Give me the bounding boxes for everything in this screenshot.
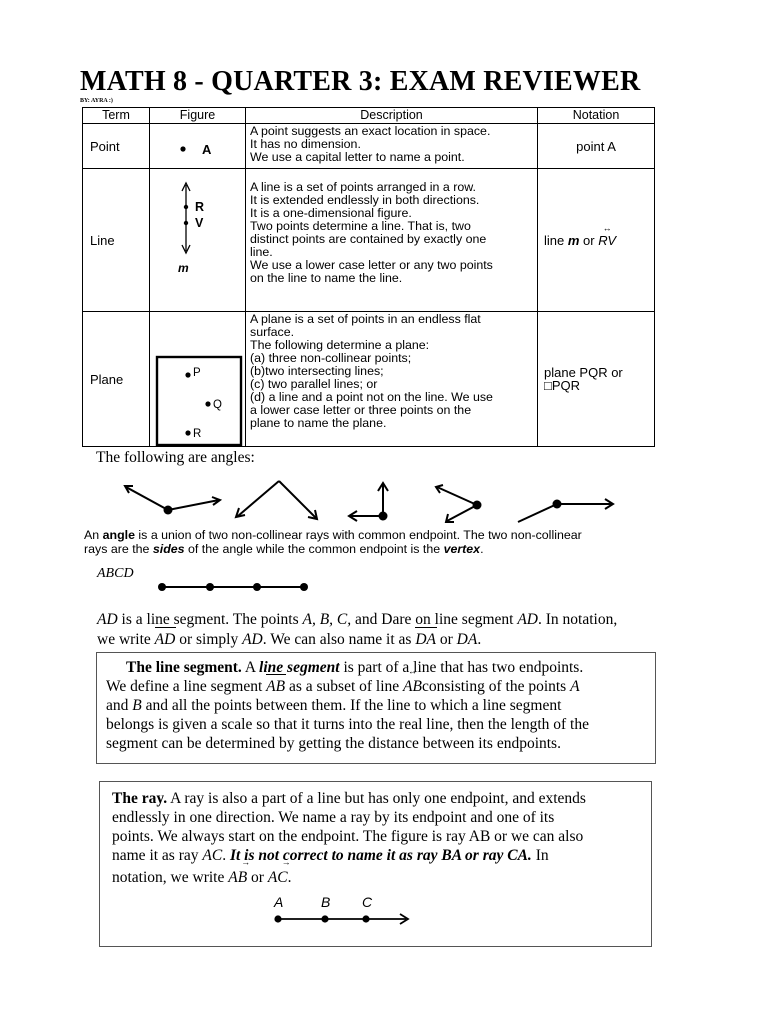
- box2-line-4: [112, 846, 586, 865]
- box2-line-3: points. We always start on the endpoint. The figure is ray AB or we can also: [112, 828, 584, 845]
- plane-point-p: [185, 372, 190, 377]
- ray-ac-notation: AC →: [268, 868, 288, 887]
- box2-line-5: [112, 868, 586, 887]
- text: . We can also name it as: [262, 631, 416, 648]
- description-line: [246, 169, 538, 312]
- text: AC: [202, 847, 223, 864]
- box1-line-3: [106, 696, 589, 715]
- desc-line: We use a capital letter to name a point.: [250, 150, 465, 164]
- figure-line: [150, 169, 246, 312]
- desc-line: a lower case letter or three points on the: [250, 403, 472, 417]
- notation-plane: [538, 312, 655, 447]
- box1-line-4: belongs is given a scale so that it turns into the real line, then the length of the: [106, 716, 589, 733]
- text: AD: [242, 631, 263, 648]
- text: B: [132, 697, 142, 714]
- point-label-a: A: [202, 142, 212, 157]
- figure-plane: [150, 312, 246, 447]
- table-row-point: [83, 124, 655, 169]
- angle5-ray-a: [518, 504, 557, 522]
- plane-label-p: P: [193, 367, 201, 379]
- text: .: [287, 869, 292, 886]
- text: . In notation,: [538, 611, 618, 628]
- text: notation, we write: [112, 869, 229, 886]
- text: In: [531, 847, 549, 864]
- sides-word: sides: [152, 542, 185, 556]
- text: or: [436, 631, 457, 648]
- plane-label-r: R: [193, 428, 202, 440]
- angle1-vertex: [164, 506, 173, 515]
- line-label-r: R: [195, 200, 205, 214]
- desc-line: We use a lower case letter or any two points: [250, 258, 493, 272]
- ray-figure: [270, 895, 470, 935]
- text: A: [241, 659, 260, 676]
- desc-line: It is extended endlessly in both directions.: [250, 193, 480, 207]
- line-segment-heading: The line segment.: [126, 659, 242, 676]
- line-ab-notation: AB ↔: [403, 677, 422, 696]
- vertex-word: vertex: [443, 542, 481, 556]
- desc-line: on the line to name the line.: [250, 271, 403, 285]
- angle1-ray-b: [168, 500, 219, 510]
- text: name it as ray: [112, 847, 203, 864]
- segment-point-a: [158, 583, 166, 591]
- notation-text: plane PQR or: [544, 365, 623, 380]
- ray-label-a: A: [274, 894, 284, 910]
- desc-line: distinct points are contained by exactly one: [250, 232, 487, 246]
- line-label-v: V: [195, 216, 204, 230]
- desc-line: (b)two intersecting lines;: [250, 364, 384, 378]
- desc-line: (d) a line and a point not on the line. We use: [250, 390, 493, 404]
- segment-point-c: [253, 583, 261, 591]
- text: .: [222, 847, 230, 864]
- ray-heading: The ray.: [112, 790, 168, 807]
- line-point-r: [184, 205, 188, 209]
- term-plane: Plane: [83, 312, 150, 447]
- plane-label-q: Q: [213, 399, 222, 411]
- segment-text-line-2: [97, 630, 677, 650]
- text: consisting of the points: [421, 678, 571, 695]
- text: An: [84, 528, 103, 542]
- box1-line-5: segment can be determined by getting the distance between its endpoints.: [106, 735, 561, 752]
- table-row-plane: [83, 312, 655, 447]
- angle5-vertex: [553, 500, 562, 509]
- text: is a line segment. The points: [117, 611, 303, 628]
- text: .: [477, 631, 482, 648]
- plane-point-q: [205, 401, 210, 406]
- point-figure: [150, 124, 246, 169]
- text: on line segment: [411, 611, 518, 628]
- segment-ad-notation: AD: [154, 631, 176, 648]
- desc-line: plane to name the plane.: [250, 416, 387, 430]
- angle4-vertex: [473, 501, 482, 510]
- text: AD: [97, 611, 118, 628]
- segment-point-d: [300, 583, 308, 591]
- text: Dare: [381, 611, 412, 628]
- text: and: [106, 697, 133, 714]
- angles-heading: The following are angles:: [96, 449, 255, 466]
- line-point-v: [184, 221, 188, 225]
- angle-definition: [84, 528, 684, 556]
- notation-line: [538, 169, 655, 312]
- text: and: [351, 611, 382, 628]
- line-figure: [150, 169, 246, 312]
- segment-ab-notation: AB: [266, 678, 286, 695]
- angle2-arrow-a-icon: [236, 508, 245, 517]
- term-point: Point: [83, 124, 150, 169]
- segment-figure: [156, 579, 356, 599]
- figure-point: [150, 124, 246, 169]
- text: A ray is also a part of a line but has only one endpoint, and extends: [167, 790, 586, 807]
- notation-text: line: [544, 232, 568, 248]
- text: is part of a line that has two endpoints.: [339, 659, 584, 676]
- table-header-row: [83, 108, 655, 124]
- plane-figure: [150, 312, 246, 447]
- desc-line: Two points determine a line. That is, two: [250, 219, 471, 233]
- text: or simply: [175, 631, 243, 648]
- text: A, B, C,: [302, 611, 352, 628]
- desc-line: It is a one-dimensional figure.: [250, 206, 412, 220]
- text: AD: [517, 611, 538, 628]
- text: A: [570, 678, 580, 695]
- box2-line-1: [112, 789, 586, 808]
- text: as a subset of line: [285, 678, 404, 695]
- angle-def-line-1: [84, 528, 684, 542]
- segment-point-b: [206, 583, 214, 591]
- notation-point: point A: [538, 124, 655, 169]
- description-point: [246, 124, 538, 169]
- angle4-ray-a: [437, 487, 477, 505]
- ray-point-a: [274, 915, 281, 922]
- notation-text: or: [579, 232, 599, 248]
- plane-point-r: [185, 430, 190, 435]
- ray-label-c: C: [362, 894, 373, 910]
- header-figure: Figure: [150, 108, 246, 124]
- text: is a union of two non-collinear rays with common endpoint. The two non-collinear: [134, 528, 582, 542]
- desc-line: surface.: [250, 325, 295, 339]
- text: and all the points between them. If the line to which a line segment: [141, 697, 562, 714]
- angle4-ray-b: [447, 505, 477, 521]
- line-segment-box: [96, 652, 656, 764]
- segment-da-notation: DA: [415, 631, 436, 648]
- term-line: Line: [83, 169, 150, 312]
- ray-ab-notation: AB →: [228, 868, 247, 887]
- ray-point-b: [321, 915, 328, 922]
- header-notation: Notation: [538, 108, 655, 124]
- segment-label: ABCD: [97, 566, 134, 581]
- ray-warning: It is not correct to name it as ray BA or ray CA.: [229, 847, 532, 864]
- text: DA: [456, 631, 478, 648]
- angle2-ray-b: [279, 481, 316, 518]
- text: of the angle while the common endpoint is the: [184, 542, 444, 556]
- ray-point-c: [362, 915, 369, 922]
- text: or: [247, 869, 268, 886]
- description-plane: [246, 312, 538, 447]
- angle3-vertex: [379, 512, 388, 521]
- desc-line: It has no dimension.: [250, 137, 361, 151]
- page-title: MATH 8 - QUARTER 3: EXAM REVIEWER: [80, 66, 641, 97]
- desc-line: (a) three non-collinear points;: [250, 351, 412, 365]
- terms-table: [82, 107, 655, 447]
- notation-text: □PQR: [544, 378, 581, 393]
- text: rays are the: [84, 542, 153, 556]
- desc-line: The following determine a plane:: [250, 338, 430, 352]
- point-dot: [180, 146, 185, 151]
- ray-box: [99, 781, 652, 947]
- header-description: Description: [246, 108, 538, 124]
- ray-label-b: B: [321, 894, 331, 910]
- segment-text-line-1: [97, 610, 677, 630]
- line-label-m: m: [178, 261, 189, 275]
- desc-line: A line is a set of points arranged in a row.: [250, 180, 476, 194]
- table-row-line: [83, 169, 655, 312]
- byline: BY: AYRA :): [80, 98, 113, 104]
- angle1-ray-a: [126, 487, 168, 510]
- desc-line: (c) two parallel lines; or: [250, 377, 378, 391]
- angle2-ray-a: [238, 481, 279, 516]
- box1-line-1: [106, 658, 589, 677]
- notation-rv: RV ↔: [598, 234, 616, 247]
- segment-description: [97, 610, 677, 650]
- angle-def-line-2: [84, 542, 684, 556]
- text: We define a line segment: [106, 678, 267, 695]
- text: .: [480, 542, 484, 556]
- desc-line: A point suggests an exact location in space.: [250, 124, 491, 138]
- box2-line-2: endlessly in one direction. We name a ray by its endpoint and one of its: [112, 809, 555, 826]
- text: line segment: [259, 659, 340, 676]
- notation-m: m: [567, 232, 580, 248]
- box1-line-2: [106, 677, 589, 696]
- text: we write: [97, 631, 155, 648]
- angle-word: angle: [102, 528, 135, 542]
- desc-line: line.: [250, 245, 273, 259]
- header-term: Term: [83, 108, 150, 124]
- desc-line: A plane is a set of points in an endless flat: [250, 312, 481, 326]
